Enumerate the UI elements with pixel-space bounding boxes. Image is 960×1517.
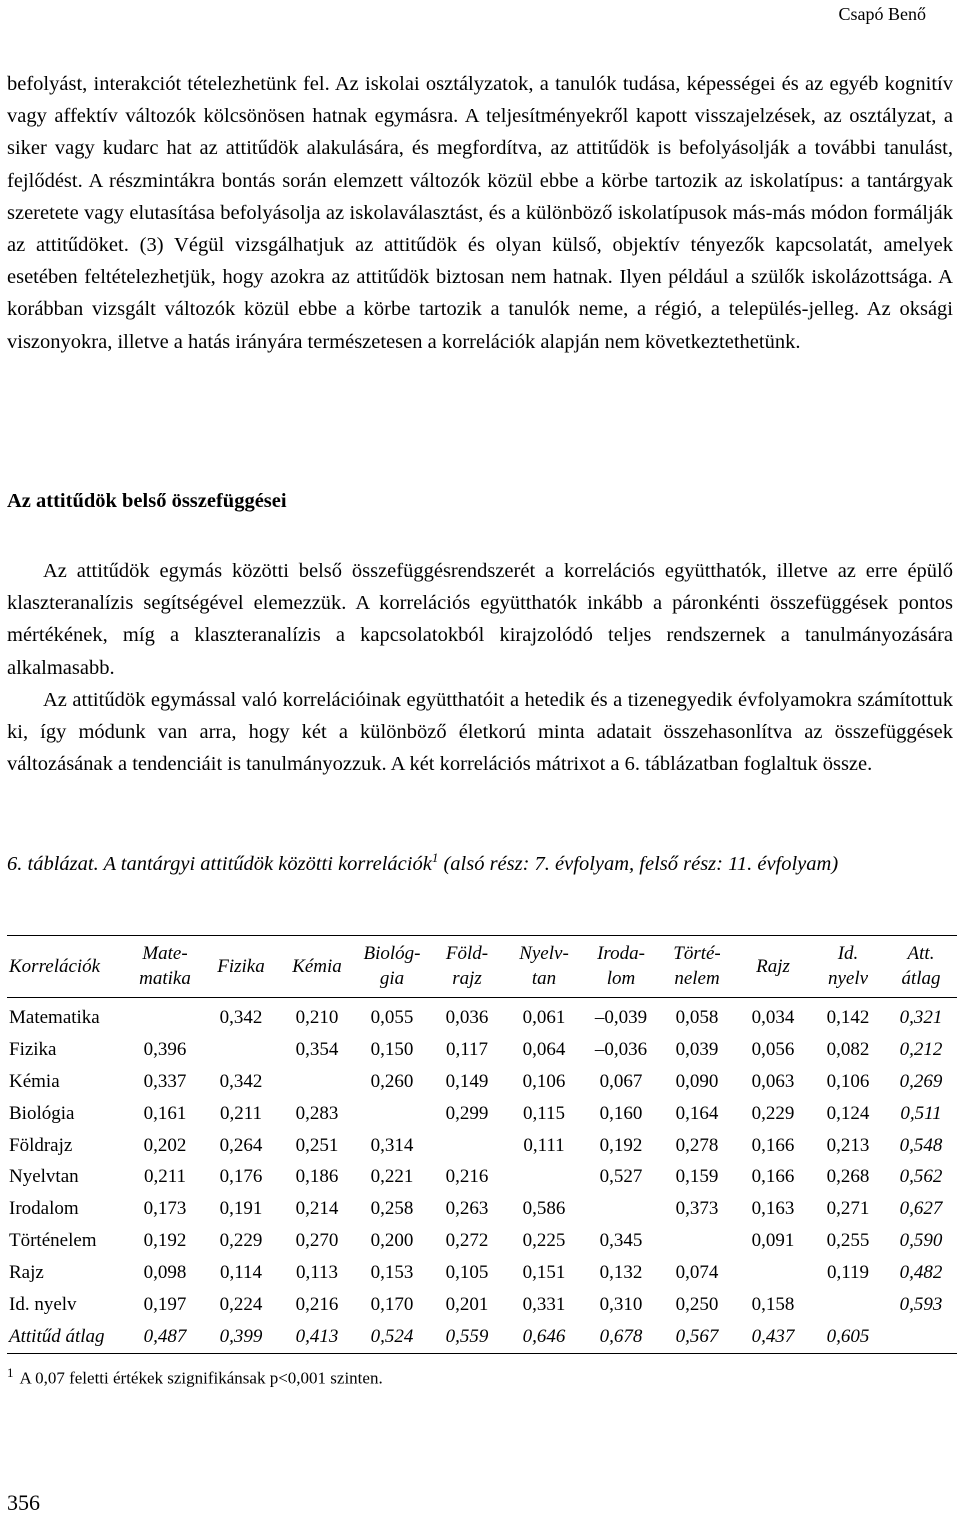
table-cell: 0,202: [143, 1134, 187, 1156]
header-text: Id.: [837, 943, 859, 964]
table-cell: 0,170: [370, 1293, 414, 1315]
table-cell: 0,191: [219, 1198, 263, 1220]
header-cell: [583, 936, 659, 998]
table-cell: [659, 1225, 735, 1257]
table-cell: 0,216: [295, 1293, 339, 1315]
table-cell: 0,034: [751, 1006, 795, 1028]
table-cell: [583, 1193, 659, 1225]
table-cell: 0,166: [751, 1166, 795, 1188]
table-cell: 0,270: [295, 1230, 339, 1252]
header-text: rajz: [452, 968, 482, 989]
table-cell: 0,314: [370, 1134, 414, 1156]
table-cell: 0,229: [751, 1102, 795, 1124]
table-cell: [355, 1098, 429, 1130]
table-cell: 0,082: [826, 1038, 870, 1060]
header-text: Korrelációk: [9, 955, 101, 977]
footnote-text: A 0,07 feletti értékek szignifikánsak p<0,001 szinten.: [19, 1368, 383, 1388]
table-row: [7, 1130, 957, 1162]
running-header: Csapó Benő: [838, 4, 926, 24]
table-cell: 0,063: [751, 1070, 795, 1092]
table-cell: 0,229: [219, 1230, 263, 1252]
table-cell: 0,342: [219, 1006, 263, 1028]
table-cell: 0,201: [445, 1293, 489, 1315]
table-cell: [885, 1321, 957, 1353]
table-cell: 0,166: [751, 1134, 795, 1156]
table-cell: 0,163: [751, 1198, 795, 1220]
table-row: [7, 1225, 957, 1257]
header-text: Törté-: [673, 943, 721, 964]
header-cell: [203, 936, 279, 998]
table-cell: 0,250: [675, 1293, 719, 1315]
table-cell: 0,192: [143, 1230, 187, 1252]
row-label: Id. nyelv: [9, 1293, 77, 1315]
table-cell: 0,210: [295, 1006, 339, 1028]
table-cell: 0,225: [522, 1230, 566, 1252]
header-cell: [735, 936, 811, 998]
table-cell: 0,161: [143, 1102, 187, 1124]
table-cell: 0,056: [751, 1038, 795, 1060]
table-cell: 0,064: [522, 1038, 566, 1060]
header-text: Biológ-: [363, 943, 421, 964]
table-row: [7, 998, 957, 1034]
caption-footnote-mark: 1: [431, 850, 439, 865]
row-label: Kémia: [9, 1070, 60, 1092]
table-cell: 0,067: [599, 1070, 643, 1092]
section-paragraph-2: Az attitűdök egymással való korrelációinak együtthatóit a hetedik és a tizenegyedik évfolyamokra számítottuk ki, így módunk van arra, hogy két a különböző életkorú minta adatait összehasonlítva az összefüggések változásának a tendenciáit is tanulmányozzuk. A két korrelációs mátrixot a 6. táblázatban foglaltuk össze.: [7, 688, 953, 776]
table-cell: 0,342: [219, 1070, 263, 1092]
table-cell: –0,039: [594, 1006, 648, 1028]
table-cell: 0,213: [826, 1134, 870, 1156]
header-text: Fizika: [217, 955, 265, 977]
header-text: átlag: [901, 968, 941, 989]
table-cell: 0,331: [522, 1293, 566, 1315]
average-row: [7, 1321, 957, 1353]
table-cell: 0,268: [826, 1166, 870, 1188]
table-cell: [429, 1130, 505, 1162]
table-cell: 0,260: [370, 1070, 414, 1092]
table-cell: 0,269: [899, 1070, 943, 1092]
page-number: 356: [7, 1490, 40, 1515]
table-cell: 0,132: [599, 1262, 643, 1284]
table-cell: 0,061: [522, 1006, 566, 1028]
correlation-table: [7, 935, 957, 1354]
table-cell: 0,255: [826, 1230, 870, 1252]
table-cell: 0,211: [219, 1102, 263, 1124]
table-row: [7, 1193, 957, 1225]
footnote: [7, 1365, 383, 1389]
table-row: [7, 1098, 957, 1130]
table-cell: 0,605: [811, 1321, 885, 1353]
header-cell: [355, 936, 429, 998]
header-text: Iroda-: [597, 943, 645, 964]
header-cell: [127, 936, 203, 998]
table-cell: 0,221: [370, 1166, 414, 1188]
header-text: gia: [379, 968, 405, 989]
table-cell: [811, 1289, 885, 1321]
header-text: Föld-: [445, 943, 489, 964]
table-cell: 0,272: [445, 1230, 489, 1252]
header-text: Kémia: [292, 955, 342, 977]
table-cell: 0,283: [295, 1102, 339, 1124]
table-cell: 0,113: [295, 1262, 339, 1284]
table-cell: 0,511: [900, 1102, 942, 1124]
table-cell: 0,437: [735, 1321, 811, 1353]
header-cell: [885, 936, 957, 998]
table-cell: 0,354: [295, 1038, 339, 1060]
table-cell: 0,251: [295, 1134, 339, 1156]
table-cell: 0,646: [505, 1321, 583, 1353]
header-text: lom: [606, 968, 636, 989]
table-cell: 0,627: [899, 1198, 943, 1220]
table-cell: 0,562: [899, 1166, 943, 1188]
table-cell: 0,105: [445, 1262, 489, 1284]
table-cell: 0,211: [143, 1166, 187, 1188]
table-cell: 0,321: [899, 1006, 943, 1028]
table-cell: 0,186: [295, 1166, 339, 1188]
row-label: Fizika: [9, 1038, 57, 1060]
table-cell: 0,153: [370, 1262, 414, 1284]
table-cell: 0,527: [599, 1166, 643, 1188]
table-cell: [203, 1034, 279, 1066]
table-cell: 0,106: [826, 1070, 870, 1092]
table-cell: 0,106: [522, 1070, 566, 1092]
table-cell: 0,399: [203, 1321, 279, 1353]
header-text: Nyelv-: [519, 943, 569, 964]
header-cell: [429, 936, 505, 998]
table-cell: 0,090: [675, 1070, 719, 1092]
table-cell: 0,559: [429, 1321, 505, 1353]
header-text: Att.: [907, 943, 935, 964]
table-row: [7, 1257, 957, 1289]
row-label: Történelem: [9, 1230, 97, 1252]
table-cell: [505, 1161, 583, 1193]
table-cell: 0,117: [445, 1038, 489, 1060]
header-text: nelem: [674, 968, 720, 989]
table-cell: 0,337: [143, 1070, 187, 1092]
header-cell: [659, 936, 735, 998]
table-cell: 0,149: [445, 1070, 489, 1092]
table-header-row: [7, 936, 957, 998]
row-label: Földrajz: [9, 1134, 73, 1156]
table-cell: 0,264: [219, 1134, 263, 1156]
header-cell: [811, 936, 885, 998]
caption-suffix: (alsó rész: 7. évfolyam, felső rész: 11. évfolyam): [443, 852, 839, 875]
table-cell: 0,091: [751, 1230, 795, 1252]
section-paragraph-1: Az attitűdök egymás közötti belső összefüggésrendszerét a korrelációs együtthatók, illetve az erre épülő klaszteranalízis segítségével elemezzük. A korrelációs együtthatók inkább a páronkénti összefüggések pontos mértékének, míg a klaszteranalízis a kapcsolatokból kirajzolódó teljes rendszernek a tanulmányozására alkalmasabb.: [7, 560, 953, 679]
footnote-mark: 1: [7, 1365, 14, 1380]
table-cell: 0,197: [143, 1293, 187, 1315]
table-cell: 0,192: [599, 1134, 643, 1156]
table-cell: 0,212: [899, 1038, 943, 1060]
table-cell: 0,160: [599, 1102, 643, 1124]
table-cell: 0,567: [659, 1321, 735, 1353]
table-cell: 0,150: [370, 1038, 414, 1060]
table-cell: [279, 1066, 355, 1098]
table-row: [7, 1034, 957, 1066]
table-cell: 0,036: [445, 1006, 489, 1028]
table-cell: 0,158: [751, 1293, 795, 1315]
table-cell: 0,115: [522, 1102, 566, 1124]
header-cell: [279, 936, 355, 998]
table-cell: 0,413: [279, 1321, 355, 1353]
table-cell: 0,548: [899, 1134, 943, 1156]
table-cell: [127, 998, 203, 1034]
table-caption: [7, 842, 953, 880]
table-cell: 0,098: [143, 1262, 187, 1284]
caption-prefix: 6. táblázat.: [7, 852, 99, 875]
header-text: matika: [139, 968, 191, 989]
section-heading: Az attitűdök belső összefüggései: [7, 490, 287, 512]
row-label: Biológia: [9, 1102, 75, 1124]
table-cell: 0,258: [370, 1198, 414, 1220]
body-paragraph: befolyást, interakciót tételezhetünk fel. Az iskolai osztályzatok, a tanulók tudása, képességei és az egyéb kognitív vagy affektív változók kölcsönösen hatnak egymásra. A teljesítményekről kapott visszajelzések, az osztályzat, a siker vagy kudarc hat az attitűdök alakulására, és megfordítva, az attitűdök is befolyásolják a további tanulást, fejlődést. A részmintákra bontás során elemzett változók közül ebbe a körbe tartozik az iskolatípus: a tantárgyak szeretete vagy elutasítása befolyásolja az iskolaválasztást, és a különböző iskolatípusok más-más módon formálják az attitűdöket. (3) Végül vizsgálhatjuk az attitűdök és olyan külső, objektív tényezők kapcsolatát, amelyek esetében feltételezhetjük, hogy azokra az attitűdök biztosan nem hatnak. Ilyen például a szülők iskolázottsága. A korábban vizsgált változók közül ebbe a körbe tartozik a tanulók neme, a régió, a település-jelleg. Az oksági viszonyokra, illetve a hatás irányára természetesen a korrelációk alapján nem következtethetünk.: [7, 73, 953, 353]
table-cell: 0,216: [445, 1166, 489, 1188]
header-cell: [505, 936, 583, 998]
row-label: Matematika: [9, 1006, 100, 1028]
table-cell: 0,074: [675, 1262, 719, 1284]
table-cell: 0,345: [599, 1230, 643, 1252]
table-body: [7, 998, 957, 1354]
caption-title: A tantárgyi attitűdök közötti korrelációk: [103, 852, 432, 875]
header-text: Mate-: [142, 943, 188, 964]
table-cell: 0,373: [675, 1198, 719, 1220]
table-cell: 0,119: [826, 1262, 870, 1284]
table-cell: 0,173: [143, 1198, 187, 1220]
table-cell: 0,678: [583, 1321, 659, 1353]
table-row: [7, 1066, 957, 1098]
table-cell: 0,176: [219, 1166, 263, 1188]
table-cell: 0,524: [355, 1321, 429, 1353]
table-cell: 0,111: [523, 1134, 565, 1156]
table-cell: 0,263: [445, 1198, 489, 1220]
table-cell: 0,151: [522, 1262, 566, 1284]
table-cell: 0,396: [143, 1038, 187, 1060]
row-label: Irodalom: [9, 1198, 79, 1220]
table-cell: 0,278: [675, 1134, 719, 1156]
table-cell: 0,055: [370, 1006, 414, 1028]
table-cell: 0,590: [899, 1230, 943, 1252]
row-label: Rajz: [9, 1262, 44, 1284]
table-cell: [735, 1257, 811, 1289]
table-cell: 0,224: [219, 1293, 263, 1315]
header-cell-label: [7, 936, 127, 998]
header-text: tan: [531, 968, 557, 989]
table-cell: 0,159: [675, 1166, 719, 1188]
table-cell: 0,039: [675, 1038, 719, 1060]
header-text: Rajz: [756, 955, 790, 977]
table-cell: 0,214: [295, 1198, 339, 1220]
table-cell: 0,124: [826, 1102, 870, 1124]
table-cell: 0,586: [522, 1198, 566, 1220]
table-cell: 0,142: [826, 1006, 870, 1028]
header-text: nyelv: [827, 968, 869, 989]
table-cell: 0,271: [826, 1198, 870, 1220]
table-row: [7, 1161, 957, 1193]
table-cell: 0,164: [675, 1102, 719, 1124]
table-cell: 0,058: [675, 1006, 719, 1028]
row-label: Attitűd átlag: [7, 1321, 127, 1353]
table-cell: 0,593: [899, 1293, 943, 1315]
table-cell: 0,482: [899, 1262, 943, 1284]
table-cell: 0,200: [370, 1230, 414, 1252]
table-row: [7, 1289, 957, 1321]
table-cell: 0,114: [219, 1262, 263, 1284]
table-cell: 0,310: [599, 1293, 643, 1315]
table-cell: 0,299: [445, 1102, 489, 1124]
table-cell: –0,036: [594, 1038, 648, 1060]
row-label: Nyelvtan: [9, 1166, 79, 1188]
section-body: [7, 555, 953, 780]
table-cell: 0,487: [127, 1321, 203, 1353]
